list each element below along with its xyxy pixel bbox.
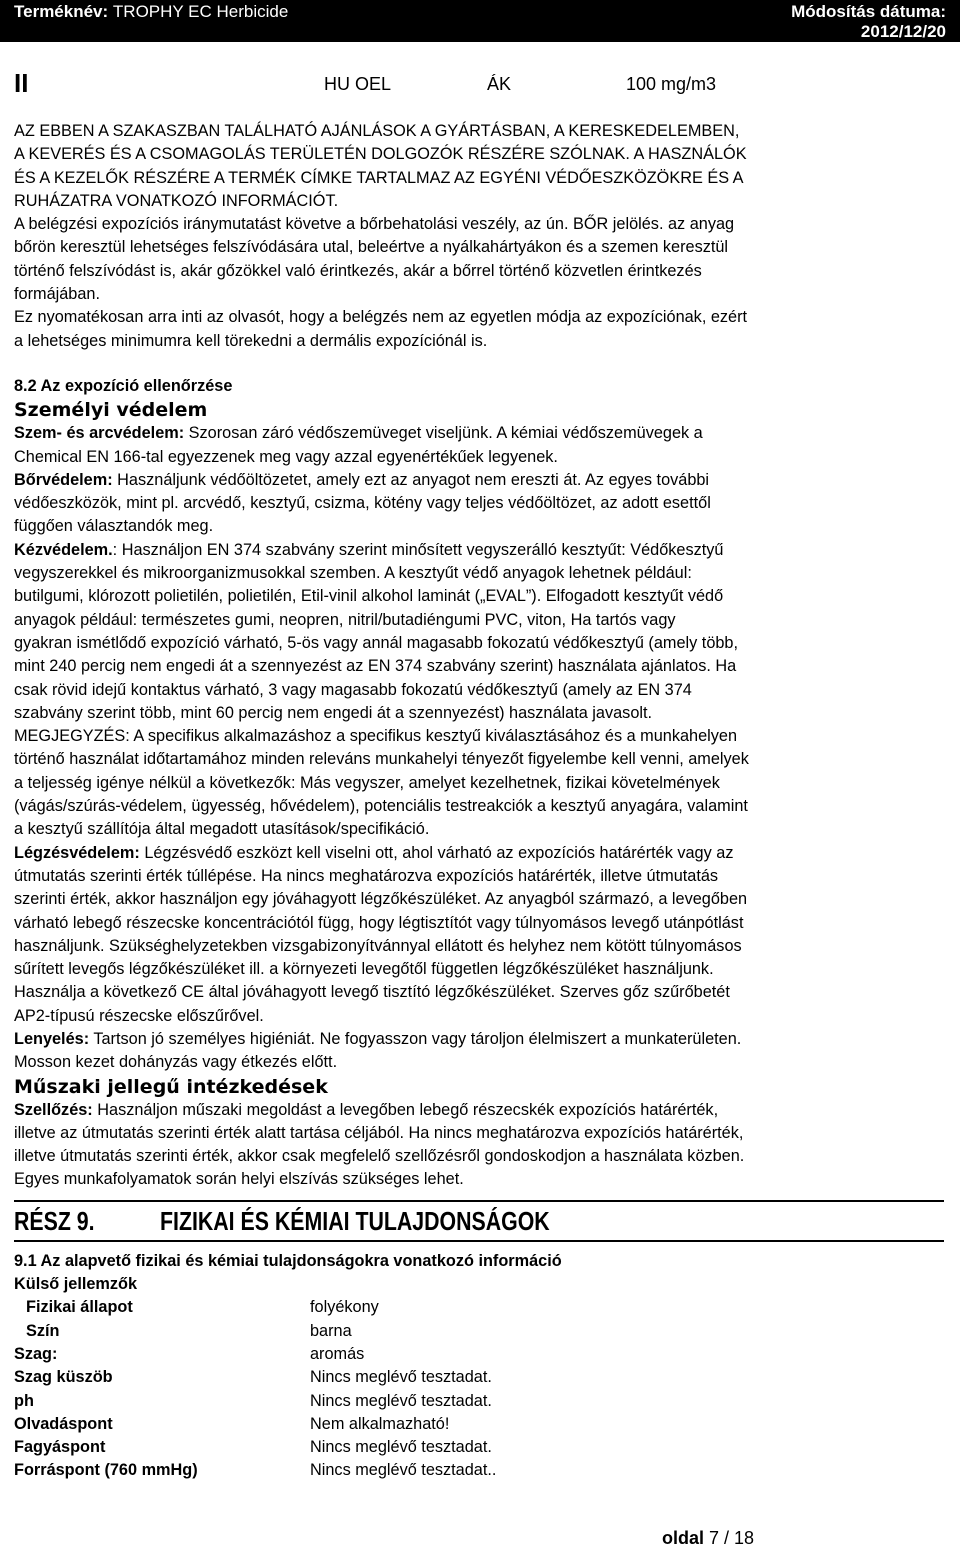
appearance-heading: Külső jellemzők <box>14 1275 138 1294</box>
exposure-list: HU OEL <box>324 74 392 94</box>
modification-date-value: 2012/12/20 <box>860 22 946 41</box>
hand-protection-line <box>14 539 944 562</box>
page-label: oldal <box>662 1528 705 1548</box>
hand-protection-line: butilgumi, klórozott polietilén, polietilén, Etil-vinil alkohol laminát („EVAL”). Elfogadott kesztyűt védő <box>14 587 724 606</box>
personal-protection-heading: Személyi védelem <box>14 399 208 422</box>
skin-protection-line: védőeszközök, mint pl. arcvédő, kesztyű, csizma, kötény vagy teljes védőöltözet, az adott esettől <box>14 494 711 513</box>
property-label: Olvadáspont <box>14 1414 113 1433</box>
property-value: Nem alkalmazható! <box>310 1414 450 1433</box>
note-line: a teljesség igénye nélkül a következők: Más vegyszer, amelyet kezelhetnek, fizikai követelmények <box>14 773 720 792</box>
respiratory-protection-line: sűrített levegős légzőkészüléket ill. a környezeti levegőtől független légzőkészüléket használjunk. <box>14 960 714 979</box>
property-row <box>14 1413 944 1436</box>
property-value: Nincs meglévő tesztadat. <box>310 1368 492 1387</box>
respiratory-protection-line: várható lebegő részecske koncentrációtól függ, hogy légtisztítót vagy túlnyomásos levegő utánpótlást <box>14 913 744 932</box>
respiratory-protection-line: használjunk. Szükséghelyzetekben vizsgabizonyítvánnyal ellátott és helyhez nem kötött túlnyomásos <box>14 936 742 955</box>
property-label: Szag: <box>14 1344 58 1363</box>
modification-date-label: Módosítás dátuma: <box>791 2 946 21</box>
property-value: aromás <box>310 1344 365 1363</box>
property-value: barna <box>310 1321 352 1340</box>
ventilation-label: Szellőzés: <box>14 1100 93 1119</box>
eye-protection-line: Chemical EN 166-tal egyezzenek meg vagy azzal egyenértékűek legyenek. <box>14 447 558 466</box>
skin-protection-text: Használjunk védőöltözetet, amely ezt az anyagot nem ereszti át. Az egyes további <box>112 470 710 489</box>
section-9-1-heading: 9.1 Az alapvető fizikai és kémiai tulajdonságokra vonatkozó információ <box>14 1251 562 1270</box>
property-label: Szín <box>26 1321 60 1340</box>
note-line: (vágás/szúrás-védelem, ügyesség, hővédelem), potenciális testreakciók a kesztyű anyagára, valamint <box>14 797 748 816</box>
hand-protection-line: szabvány szerint több, mint 60 percig nem engedi át a szennyezést) használata javasolt. <box>14 703 653 722</box>
intro-caps-line: AZ EBBEN A SZAKASZBAN TALÁLHATÓ AJÁNLÁSOK A GYÁRTÁSBAN, A KERESKEDELEMBEN, <box>14 122 740 140</box>
skin-notation-line: formájában. <box>14 285 100 304</box>
note-line: történő használat időtartamához minden releváns munkahelyi tényezőt figyelembe kell venni, amelyek <box>14 750 749 769</box>
property-value: Nincs meglévő tesztadat. <box>310 1438 492 1457</box>
eye-protection-label: Szem- és arcvédelem: <box>14 424 185 443</box>
ingestion-text: Tartson jó személyes higiéniát. Ne fogyasszon vagy tároljon élelmiszert a munkaterületen. <box>89 1029 742 1048</box>
skin-protection-label: Bőrvédelem: <box>14 470 113 489</box>
emphasis-line: a lehetséges minimumra kell törekedni a dermális expozíciónál is. <box>14 331 488 350</box>
ventilation-line: illetve az útmutatás szerinti érték alatt tartása céljából. Ha nincs meghatározva expozíciós határérték, <box>14 1123 744 1142</box>
section-9-banner <box>14 1200 944 1242</box>
page-footer <box>662 1528 754 1549</box>
ingestion-label: Lenyelés: <box>14 1029 90 1048</box>
property-row <box>14 1390 944 1413</box>
product-name <box>14 2 288 22</box>
ventilation-text: Használjon műszaki megoldást a levegőben lebegő részecskék expozíciós határérték, <box>92 1100 719 1119</box>
respiratory-protection-line: Használja a következő CE által jóváhagyott levegő tisztító légzőkészüléket. Szerves gőz szűrőbetét <box>14 983 730 1002</box>
hand-protection-line: gyakran ismétlődő expozíció várható, 5-ös vagy annál magasabb fokozatú védőkesztyű (amely több, <box>14 633 739 652</box>
skin-protection-line <box>14 469 944 492</box>
eye-protection-text: Szorosan záró védőszemüveget viseljünk. A kémiai védőszemüvegek a <box>184 424 703 443</box>
exposure-limit-row <box>14 70 944 100</box>
skin-protection-line: függően választandók meg. <box>14 517 214 536</box>
row-marker: II <box>14 68 29 98</box>
property-row <box>14 1436 944 1459</box>
section-9-number: RÉSZ 9. <box>14 1205 95 1236</box>
intro-caps-line: ÉS A KEZELŐK RÉSZÉRE A TERMÉK CÍMKE TARTALMAZ AZ EGYÉNI VÉDŐESZKÖZÖKRE ÉS A <box>14 168 744 187</box>
note-line: a kesztyű szállítója által megadott utasítások/specifikáció. <box>14 820 430 839</box>
page-number: 7 / 18 <box>709 1528 755 1548</box>
respiratory-protection-line: útmutatás szerinti érték túllépése. Ha nincs meghatározva expozíciós határérték, illetve útmutatás <box>14 866 719 885</box>
hand-protection-line: mint 240 percig nem engedi át a szennyezést az EN 374 szabvány szerint) használata ajánlatos. Ha <box>14 657 737 676</box>
product-label: Terméknév: <box>14 2 109 21</box>
property-label: Fagyáspont <box>14 1438 106 1457</box>
hand-protection-line: csak rövid idejű kontaktus várható, 3 vagy magasabb fokozatú védőkesztyű (amely az EN 374 <box>14 680 692 699</box>
hand-protection-text: : Használjon EN 374 szabvány szerint minősített vegyszerálló kesztyűt: Védőkesztyű <box>112 540 724 559</box>
properties-table <box>14 1296 944 1482</box>
document-body <box>14 120 944 1483</box>
exposure-value: 100 mg/m3 <box>626 74 717 94</box>
property-label: Szag küszöb <box>14 1368 113 1387</box>
property-label: Forráspont (760 mmHg) <box>14 1461 198 1480</box>
skin-notation-line: bőrön keresztül lehetséges felszívódására utal, beleértve a nyálkahártyákon és a szemen keresztül <box>14 238 729 257</box>
skin-notation-line: A belégzési expozíciós iránymutatást követve a bőrbehatolási veszély, az ún. BŐR jelölés. az anyag <box>14 215 735 234</box>
hand-protection-line: anyagok például: természetes gumi, neopren, nitril/butadiéngumi PVC, viton, Ha tartós vagy <box>14 610 676 629</box>
ventilation-line <box>14 1099 944 1122</box>
hand-protection-label: Kézvédelem. <box>14 540 113 559</box>
property-row <box>14 1343 944 1366</box>
ingestion-line: Mosson kezet dohányzás vagy étkezés előtt. <box>14 1053 338 1072</box>
property-label: ph <box>14 1391 34 1410</box>
section-8-2-heading: 8.2 Az expozíció ellenőrzése <box>14 376 233 395</box>
ingestion-line <box>14 1028 944 1051</box>
property-label: Fizikai állapot <box>26 1298 133 1317</box>
respiratory-protection-line: szerinti érték, akkor használjon egy jóváhagyott légzőkészüléket. Az anyagból származó, a levegőben <box>14 890 748 909</box>
property-row <box>14 1459 944 1482</box>
engineering-controls-heading: Műszaki jellegű intézkedések <box>14 1075 328 1098</box>
property-value: Nincs meglévő tesztadat. <box>310 1391 492 1410</box>
ventilation-line: Egyes munkafolyamatok során helyi elszívás szükséges lehet. <box>14 1170 464 1189</box>
respiratory-protection-line <box>14 842 944 865</box>
property-value: Nincs meglévő tesztadat.. <box>310 1461 497 1480</box>
respiratory-protection-label: Légzésvédelem: <box>14 843 140 862</box>
section-9-title: FIZIKAI ÉS KÉMIAI TULAJDONSÁGOK <box>160 1205 550 1236</box>
product-value: TROPHY EC Herbicide <box>112 2 289 21</box>
exposure-type: ÁK <box>487 74 512 94</box>
ventilation-line: illetve útmutatás szerinti érték, akkor csak megfelelő szellőzésről gondoskodjon a használata közben. <box>14 1147 745 1166</box>
skin-notation-line: történő felszívódást is, akár gőzökkel való érintkezés, akár a bőrrel történő közvetlen érintkezés <box>14 261 702 280</box>
intro-caps-line: A KEVERÉS ÉS A CSOMAGOLÁS TERÜLETÉN DOLGOZÓK RÉSZÉRE SZÓLNAK. A HASZNÁLÓK <box>14 145 747 164</box>
hand-protection-line: vegyszerekkel és mikroorganizmusokkal szemben. A kesztyűt védő anyagok lehetnek például: <box>14 564 692 583</box>
emphasis-line: Ez nyomatékosan arra inti az olvasót, hogy a belégzés nem az egyetlen módja az expozíciónak, ezért <box>14 308 748 327</box>
property-row <box>14 1366 944 1389</box>
property-row <box>14 1320 944 1343</box>
note-line: MEGJEGYZÉS: A specifikus alkalmazáshoz a specifikus kesztyű kiválasztásához és a munkahelyen <box>14 727 738 746</box>
intro-caps-line: RUHÁZATRA VONATKOZÓ INFORMÁCIÓT. <box>14 191 339 210</box>
respiratory-protection-line: AP2-típusú részecske előszűrővel. <box>14 1006 264 1025</box>
property-value: folyékony <box>310 1298 379 1317</box>
property-row <box>14 1296 944 1319</box>
document-header <box>0 0 960 42</box>
eye-protection-line <box>14 422 944 445</box>
respiratory-protection-text: Légzésvédő eszközt kell viselni ott, ahol várható az expozíciós határérték vagy az <box>139 843 734 862</box>
